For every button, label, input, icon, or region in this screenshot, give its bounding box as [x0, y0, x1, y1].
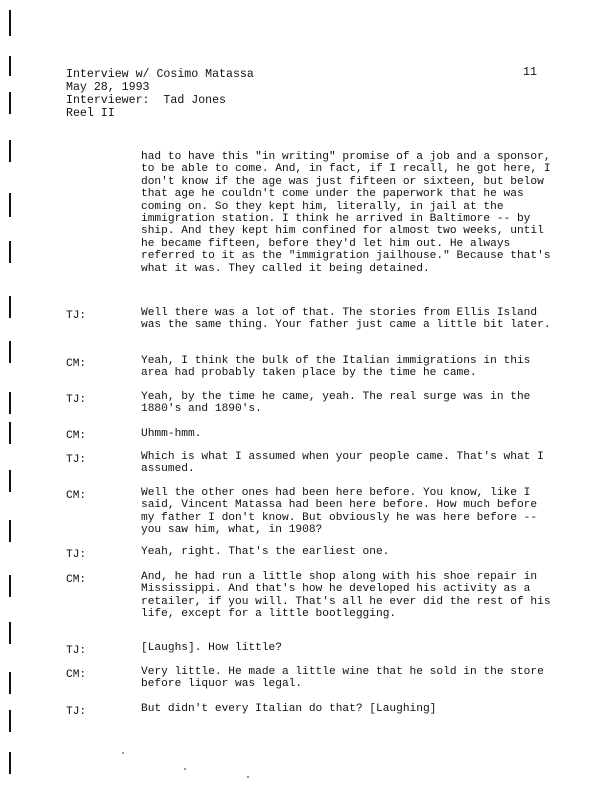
- paragraph-continued: had to have this "in writing" promise of a job and a sponsor, to be able to come. And, in fact, if I recall, he got here, I don't know if the age was just fifteen or sixteen, but below that age he couldn't come under the paperwork that he was coming on. So they kept him, literally, in jail at the immigration station. I think he arrived in Baltimore -- by ship. And they kept him confined for almost two weeks, until he became fifteen, before they'd let him out. He always referred to it as the "immigration jailhouse." Because that's what it was. They called it being detained.: [141, 151, 551, 275]
- scan-mark: [9, 422, 11, 444]
- page-number: 11: [523, 66, 537, 79]
- dialogue-text: Very little. He made a little wine that he sold in the store before liquor was legal.: [141, 666, 544, 691]
- scan-mark: [9, 520, 11, 542]
- reel-label: Reel II: [66, 107, 115, 120]
- scan-mark: [9, 56, 11, 76]
- scan-speck: [247, 776, 249, 778]
- speaker-label: CM:: [66, 358, 87, 370]
- scan-mark: [9, 241, 11, 263]
- speaker-label: TJ:: [66, 645, 87, 657]
- dialogue-text: Yeah, by the time he came, yeah. The real surge was in the 1880's and 1890's.: [141, 391, 531, 416]
- speaker-label: CM:: [66, 574, 87, 586]
- scan-mark: [9, 470, 11, 492]
- scan-mark: [9, 622, 11, 644]
- dialogue-text: And, he had run a little shop along with his shoe repair in Mississippi. And that's how he developed his activity as a retailer, if you will. That's all he ever did the rest of his life, except for a little bootlegging.: [141, 571, 551, 621]
- speaker-label: CM:: [66, 669, 87, 681]
- dialogue-text: Well the other ones had been here before. You know, like I said, Vincent Matassa had been here before. How much before my father I don't know. But obviously he was here before -- you saw him, what, in 1908?: [141, 487, 538, 537]
- interviewer-line: Interviewer: Tad Jones: [66, 94, 227, 107]
- dialogue-text: Well there was a lot of that. The stories from Ellis Island was the same thing. Your father just came a little bit later.: [141, 307, 551, 332]
- speaker-label: TJ:: [66, 549, 87, 561]
- scan-mark: [9, 140, 11, 162]
- scan-mark: [9, 193, 11, 217]
- interview-title: Interview w/ Cosimo Matassa: [66, 68, 254, 81]
- scan-mark: [9, 10, 11, 36]
- scan-mark: [9, 710, 11, 732]
- dialogue-text: But didn't every Italian do that? [Laughing]: [141, 703, 437, 715]
- dialogue-text: Yeah, right. That's the earliest one.: [141, 546, 390, 558]
- scan-mark: [9, 92, 11, 114]
- speaker-label: CM:: [66, 490, 87, 502]
- speaker-label: TJ:: [66, 310, 87, 322]
- scan-mark: [9, 296, 11, 318]
- scan-speck: [122, 752, 124, 754]
- speaker-label: TJ:: [66, 706, 87, 718]
- interview-date: May 28, 1993: [66, 81, 150, 94]
- dialogue-text: Yeah, I think the bulk of the Italian immigrations in this area had probably taken place by the time he came.: [141, 355, 531, 380]
- scan-mark: [9, 392, 11, 414]
- speaker-label: TJ:: [66, 394, 87, 406]
- scan-mark: [9, 752, 11, 774]
- scan-mark: [9, 341, 11, 363]
- scan-mark: [9, 672, 11, 694]
- dialogue-text: Which is what I assumed when your people came. That's what I assumed.: [141, 451, 544, 476]
- dialogue-text: Uhmm-hmm.: [141, 428, 202, 440]
- speaker-label: TJ:: [66, 454, 87, 466]
- scan-mark: [9, 575, 11, 597]
- speaker-label: CM:: [66, 430, 87, 442]
- scan-speck: [184, 768, 186, 770]
- dialogue-text: [Laughs]. How little?: [141, 642, 282, 654]
